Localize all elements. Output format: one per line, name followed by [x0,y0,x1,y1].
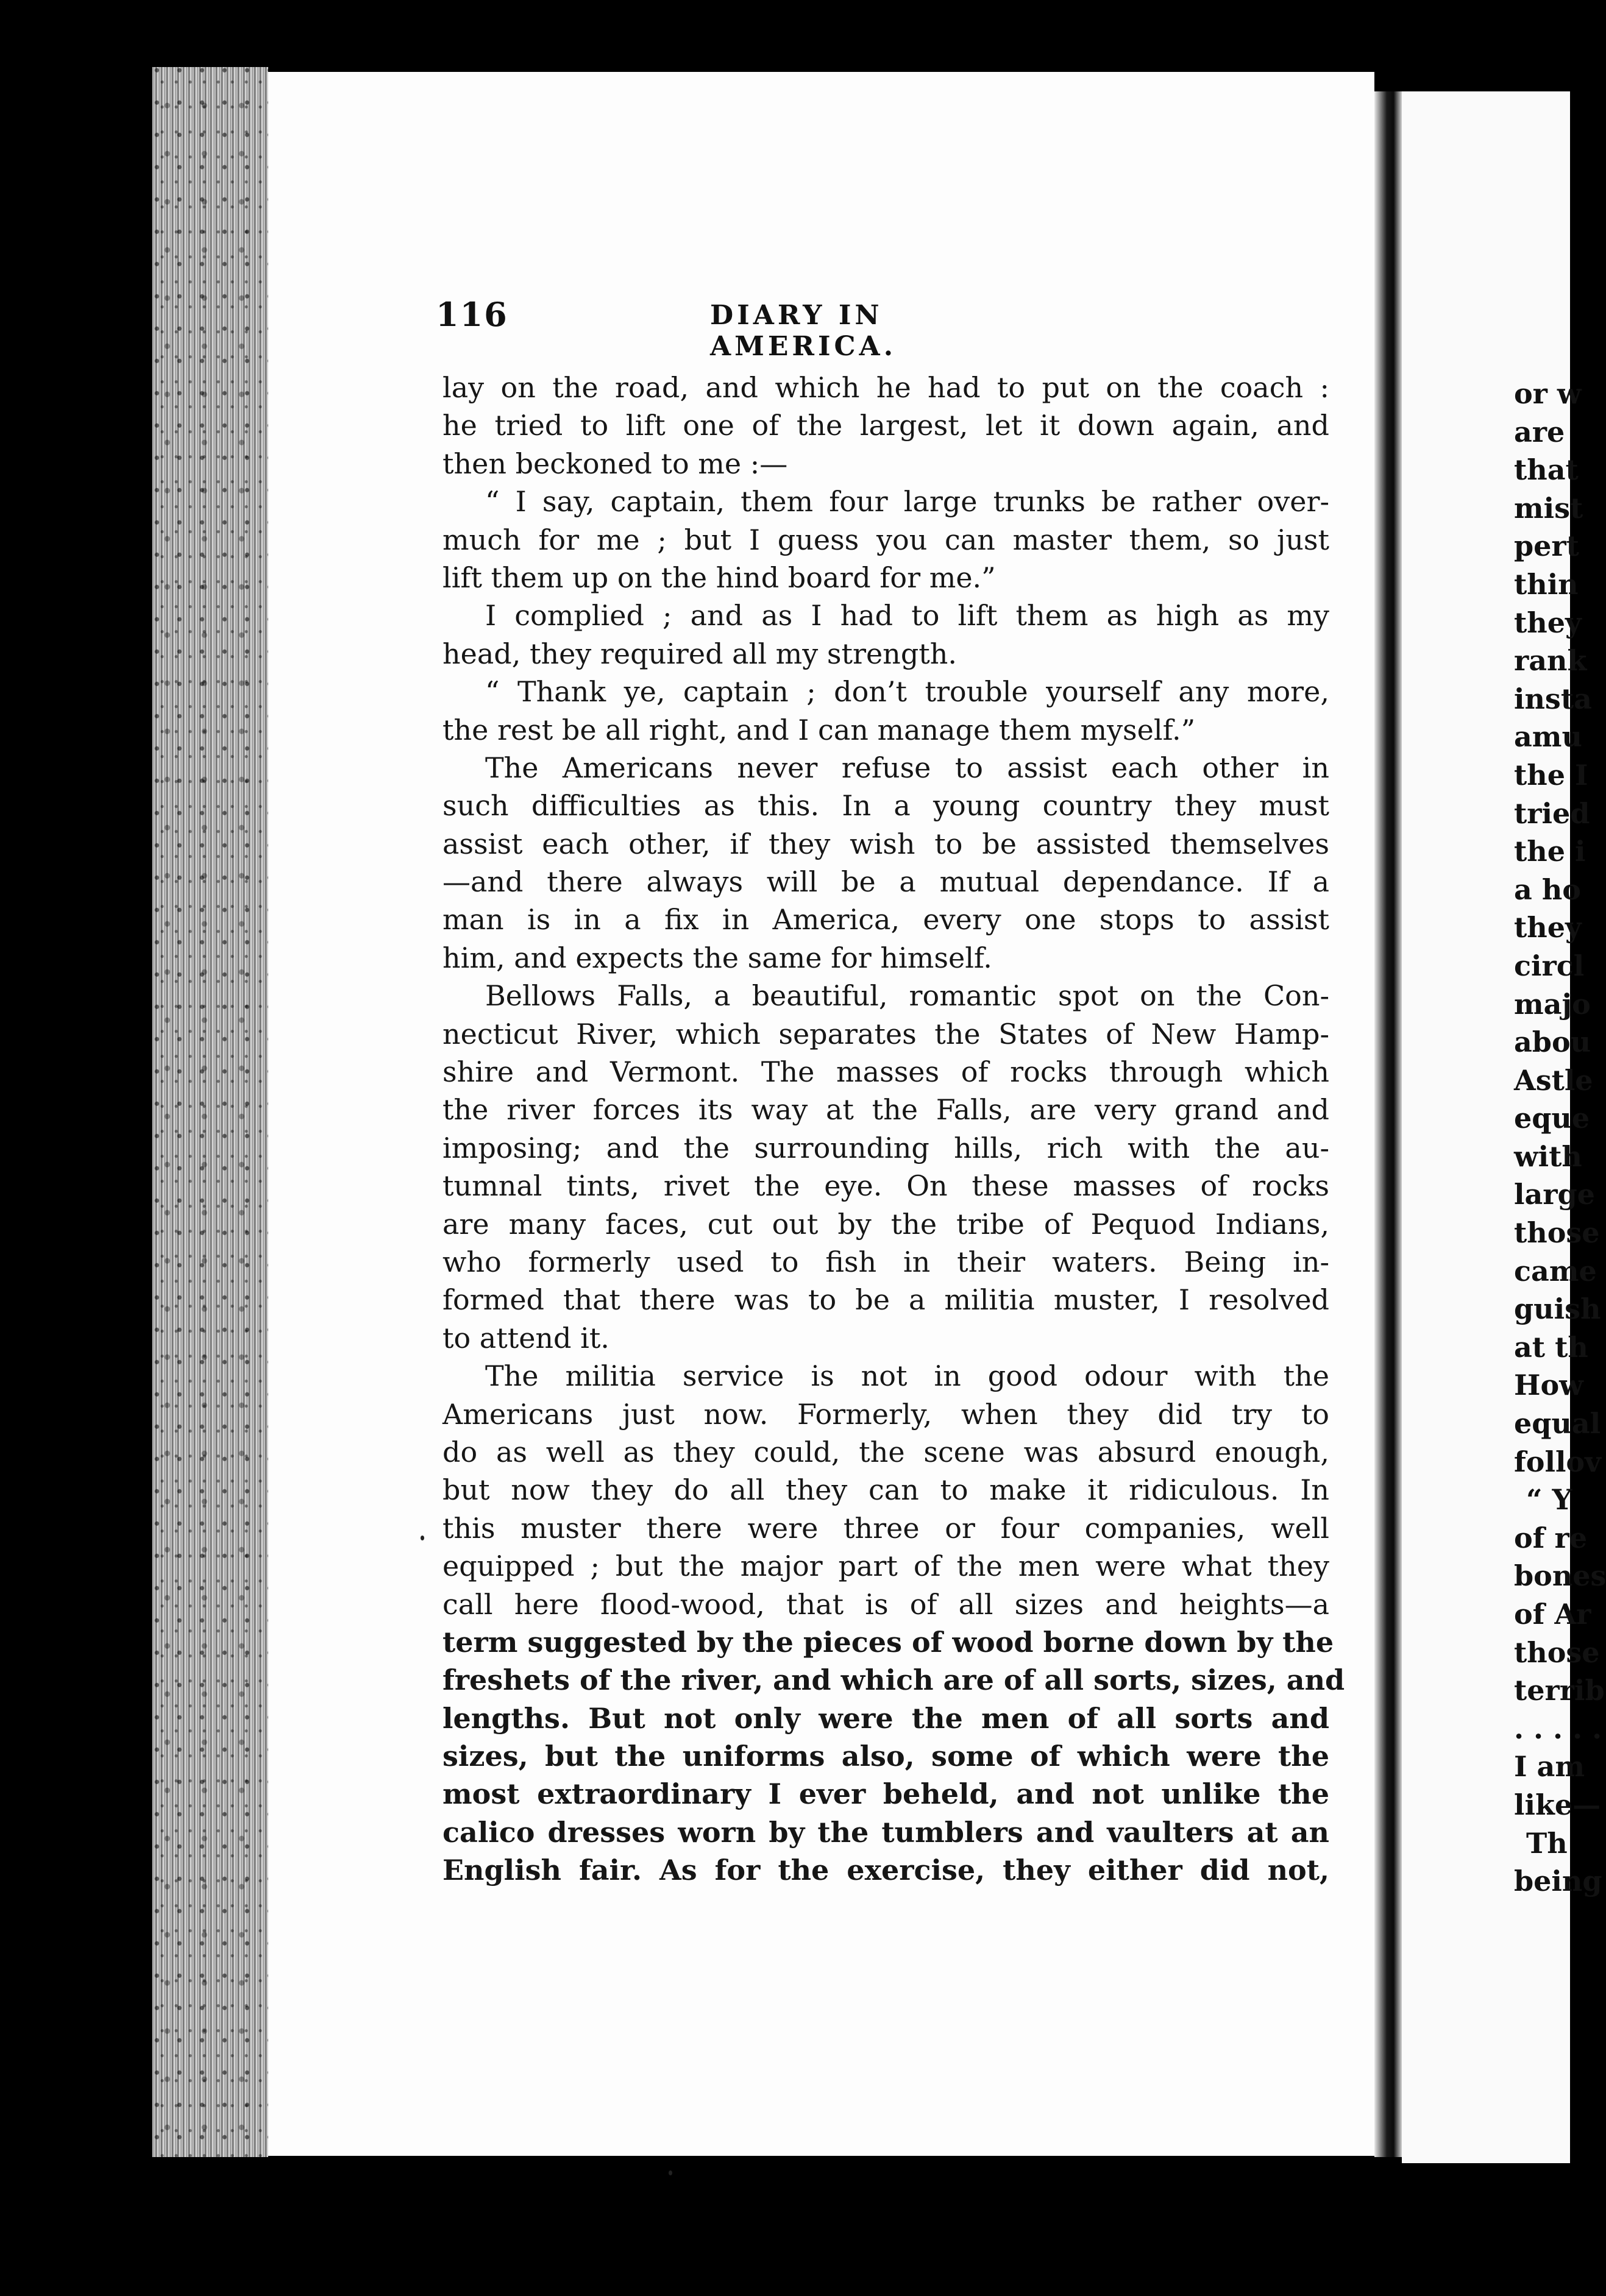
right-page-line-fragment: guish [1514,1292,1601,1326]
text-line: tumnal tints, rivet the eye. On these masses of rocks [442,1169,1329,1203]
right-page-line-fragment: those [1514,1635,1600,1669]
right-page-line-fragment: follov [1514,1445,1601,1478]
right-page-line-fragment: pert [1514,530,1579,563]
right-page-line-fragment: at th [1514,1330,1588,1364]
text-line: I complied ; and as I had to lift them as high as my [485,599,1329,632]
page-edges [152,67,268,2157]
right-page-line-fragment: abou [1514,1026,1591,1059]
text-line: lay on the road, and which he had to put on the coach : [442,371,1329,404]
right-page-line-fragment: equal [1514,1407,1601,1440]
right-page-line-fragment: a ho [1514,873,1581,906]
text-line: man is in a fix in America, every one stops to assist [442,903,1329,937]
text-line: freshets of the river, and which are of all sorts, sizes, and [442,1664,1345,1697]
text-line: necticut River, which separates the States of New Hamp- [442,1017,1329,1051]
text-line: formed that there was to be a militia muster, I resolved [442,1283,1329,1317]
right-page-line-fragment: the I [1514,758,1588,792]
right-page-line-fragment: that [1514,453,1579,487]
text-line: “ Thank ye, captain ; don’t trouble yourself any more, [485,675,1329,709]
right-page-line-fragment: amu [1514,720,1582,754]
book-gutter [1374,91,1402,2157]
right-page-line-fragment: rank [1514,644,1587,678]
text-line: head, they required all my strength. [442,637,957,670]
right-page-line-fragment: “ Y [1526,1483,1572,1517]
running-head [436,295,1070,362]
right-page-line-fragment: the i [1514,835,1586,868]
text-line: lift them up on the hind board for me.” [442,561,996,594]
right-page-line-fragment: or w [1514,377,1582,410]
text-line: Bellows Falls, a beautiful, romantic spot on the Con- [485,979,1329,1013]
page-number: 116 [436,295,508,334]
right-page-line-fragment: eque [1514,1102,1590,1135]
text-line: “ I say, captain, them four large trunks be rather over- [485,485,1329,519]
right-page-line-fragment: they [1514,606,1582,639]
text-line: English fair. As for the exercise, they either did not, [442,1854,1329,1887]
text-line: such difficulties as this. In a young country they must [442,789,1329,823]
running-title: DIARY IN AMERICA. [710,300,897,362]
text-line: most extraordinary I ever beheld, and not unlike the [442,1777,1329,1811]
text-line: sizes, but the uniforms also, some of which were the [442,1740,1329,1773]
right-page-line-fragment: those [1514,1216,1600,1250]
text-line: The militia service is not in good odour with the [485,1359,1329,1393]
text-line: him, and expects the same for himself. [442,941,992,974]
text-line: but now they do all they can to make it ridiculous. In [442,1473,1329,1507]
text-line: then beckoned to me :— [442,447,788,480]
text-line: much for me ; but I guess you can master them, so just [442,523,1329,556]
text-line: Americans just now. Formerly, when they did try to [442,1397,1329,1431]
right-page-line-fragment: of Ar [1514,1598,1591,1631]
body-text [442,369,1345,1890]
right-page-line-fragment: came [1514,1254,1597,1288]
text-line: the rest be all right, and I can manage them myself.” [442,713,1196,746]
text-line: calico dresses worn by the tumblers and vaulters at an [442,1815,1329,1849]
text-line: —and there always will be a mutual dependance. If a [442,865,1329,899]
right-page-line-fragment: thin [1514,567,1579,601]
text-line: this muster there were three or four companies, well [442,1511,1329,1545]
right-page-line-fragment: insta [1514,682,1592,715]
right-page-line-fragment: are [1514,415,1565,448]
right-page-line-fragment: being [1514,1865,1602,1898]
right-page-line-fragment: circl [1514,949,1585,982]
text-line: to attend it. [442,1321,609,1355]
ink-speck [421,1536,424,1540]
right-page-line-fragment: like— [1514,1788,1601,1821]
right-page-text-fragments [1514,375,1606,1901]
text-line: lengths. But not only were the men of all sorts and [442,1701,1329,1735]
right-page-line-fragment: Astle [1514,1063,1593,1097]
text-line: call here flood-wood, that is of all sizes and heights—a [442,1587,1329,1621]
text-line: equipped ; but the major part of the men were what they [442,1550,1329,1583]
text-line: imposing; and the surrounding hills, rich with the au- [442,1131,1329,1164]
right-page-line-fragment: tried [1514,796,1590,830]
text-line: The Americans never refuse to assist each other in [485,751,1329,784]
text-line: are many faces, cut out by the tribe of Pequod Indians, [442,1207,1329,1241]
right-page-line-fragment: How [1514,1369,1583,1402]
right-page-line-fragment: I am [1514,1750,1585,1784]
text-line: who formerly used to fish in their waters. Being in- [442,1245,1329,1278]
right-page-line-fragment: with [1514,1139,1582,1173]
right-page-line-fragment: Th [1526,1826,1568,1860]
right-page-line-fragment: large [1514,1178,1595,1211]
right-page-line-fragment: majo [1514,987,1591,1021]
ink-speck [669,2170,672,2175]
text-line: do as well as they could, the scene was absurd enough, [442,1435,1329,1469]
right-page-line-fragment: of re [1514,1521,1587,1554]
right-page-line-fragment: bones [1514,1559,1606,1593]
right-page-line-fragment: . . . . . [1514,1712,1602,1745]
text-line: the river forces its way at the Falls, are very grand and [442,1093,1329,1127]
text-line: term suggested by the pieces of wood borne down by the [442,1625,1334,1659]
right-page-line-fragment: terrib [1514,1674,1605,1707]
right-page-line-fragment: they [1514,911,1582,944]
text-line: assist each other, if they wish to be assisted themselves [442,827,1329,860]
right-page-line-fragment: mist [1514,491,1583,525]
text-line: shire and Vermont. The masses of rocks through which [442,1055,1329,1089]
text-line: he tried to lift one of the largest, let it down again, and [442,409,1329,442]
